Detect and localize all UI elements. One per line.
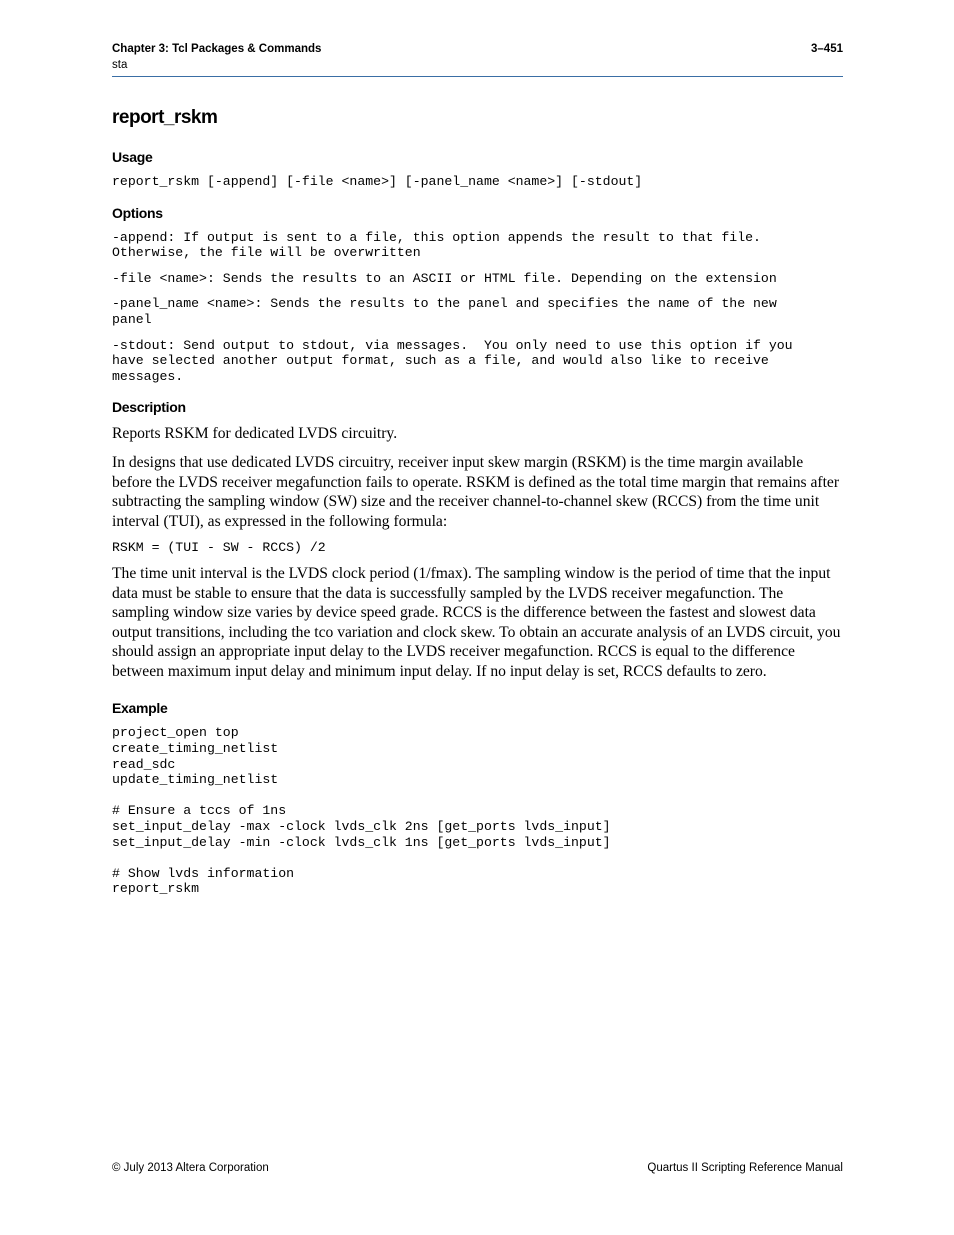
option-file: -file <name>: Sends the results to an ASCII or HTML file. Depending on the extension [112, 270, 777, 286]
options-heading: Options [112, 204, 163, 221]
footer-copyright: © July 2013 Altera Corporation [112, 1162, 269, 1174]
rskm-formula: RSKM = (TUI - SW - RCCS) /2 [112, 540, 326, 556]
example-heading: Example [112, 700, 168, 717]
footer-manual-title: Quartus II Scripting Reference Manual [647, 1162, 843, 1174]
description-heading: Description [112, 399, 186, 416]
example-code: project_open top create_timing_netlist read_sdc update_timing_netlist # Ensure a tccs of 1ns set_input_delay -max -clock lvds_clk 2ns [get_ports lvds_input] set_input_delay -min -clock lvds_clk 1ns [get_ports lvds_input] # Show lvds information report_rskm [112, 725, 611, 897]
document-page [112, 0, 843, 1235]
main-content [112, 106, 843, 907]
option-append: -append: If output is sent to a file, this option appends the result to that file. Otherwise, the file will be overwritten [112, 229, 761, 261]
usage-heading: Usage [112, 149, 153, 165]
section-name: sta [112, 59, 128, 71]
option-panel-name: -panel_name <name>: Sends the results to the panel and specifies the name of the new panel [112, 296, 777, 327]
description-paragraph-3: The time unit interval is the LVDS clock period (1/fmax). The sampling window is the period of time that the input data must be stable to ensure that the data is successfully sampled by the LVDS receiver megafunction. The sampling window size varies by device speed grade. RCCS is the difference between the fastest and slowest data output transitions, including the tco variation and clock skew. To obtain an accurate analysis of an LVDS circuit, you should assign an appropriate input delay to the LVDS receiver megafunction. RCCS is equal to the difference between maximum input delay and minimum input delay. If no input delay is set, RCCS defaults to zero. [112, 564, 841, 680]
usage-code: report_rskm [-append] [-file <name>] [-panel_name <name>] [-stdout] [112, 174, 643, 189]
chapter-title: Chapter 3: Tcl Packages & Commands [112, 43, 322, 55]
option-stdout: -stdout: Send output to stdout, via messages. You only need to use this option if you have selected another output format, such as a file, and would also like to receive messages. [112, 337, 793, 384]
description-paragraph-2: In designs that use dedicated LVDS circuitry, receiver input skew margin (RSKM) is the time margin available before the LVDS receiver megafunction fails to operate. RSKM is defined as the total time margin that remains after subtracting the sampling window (SW) size and the receiver channel-to-channel skew (RCCS) from the time unit interval (TUI), as expressed in the following formula: [112, 453, 840, 530]
header-rule [112, 76, 843, 77]
page-number: 3–451 [811, 43, 843, 55]
command-title: report_rskm [112, 107, 218, 128]
description-paragraph-1: Reports RSKM for dedicated LVDS circuitry. [112, 425, 398, 443]
